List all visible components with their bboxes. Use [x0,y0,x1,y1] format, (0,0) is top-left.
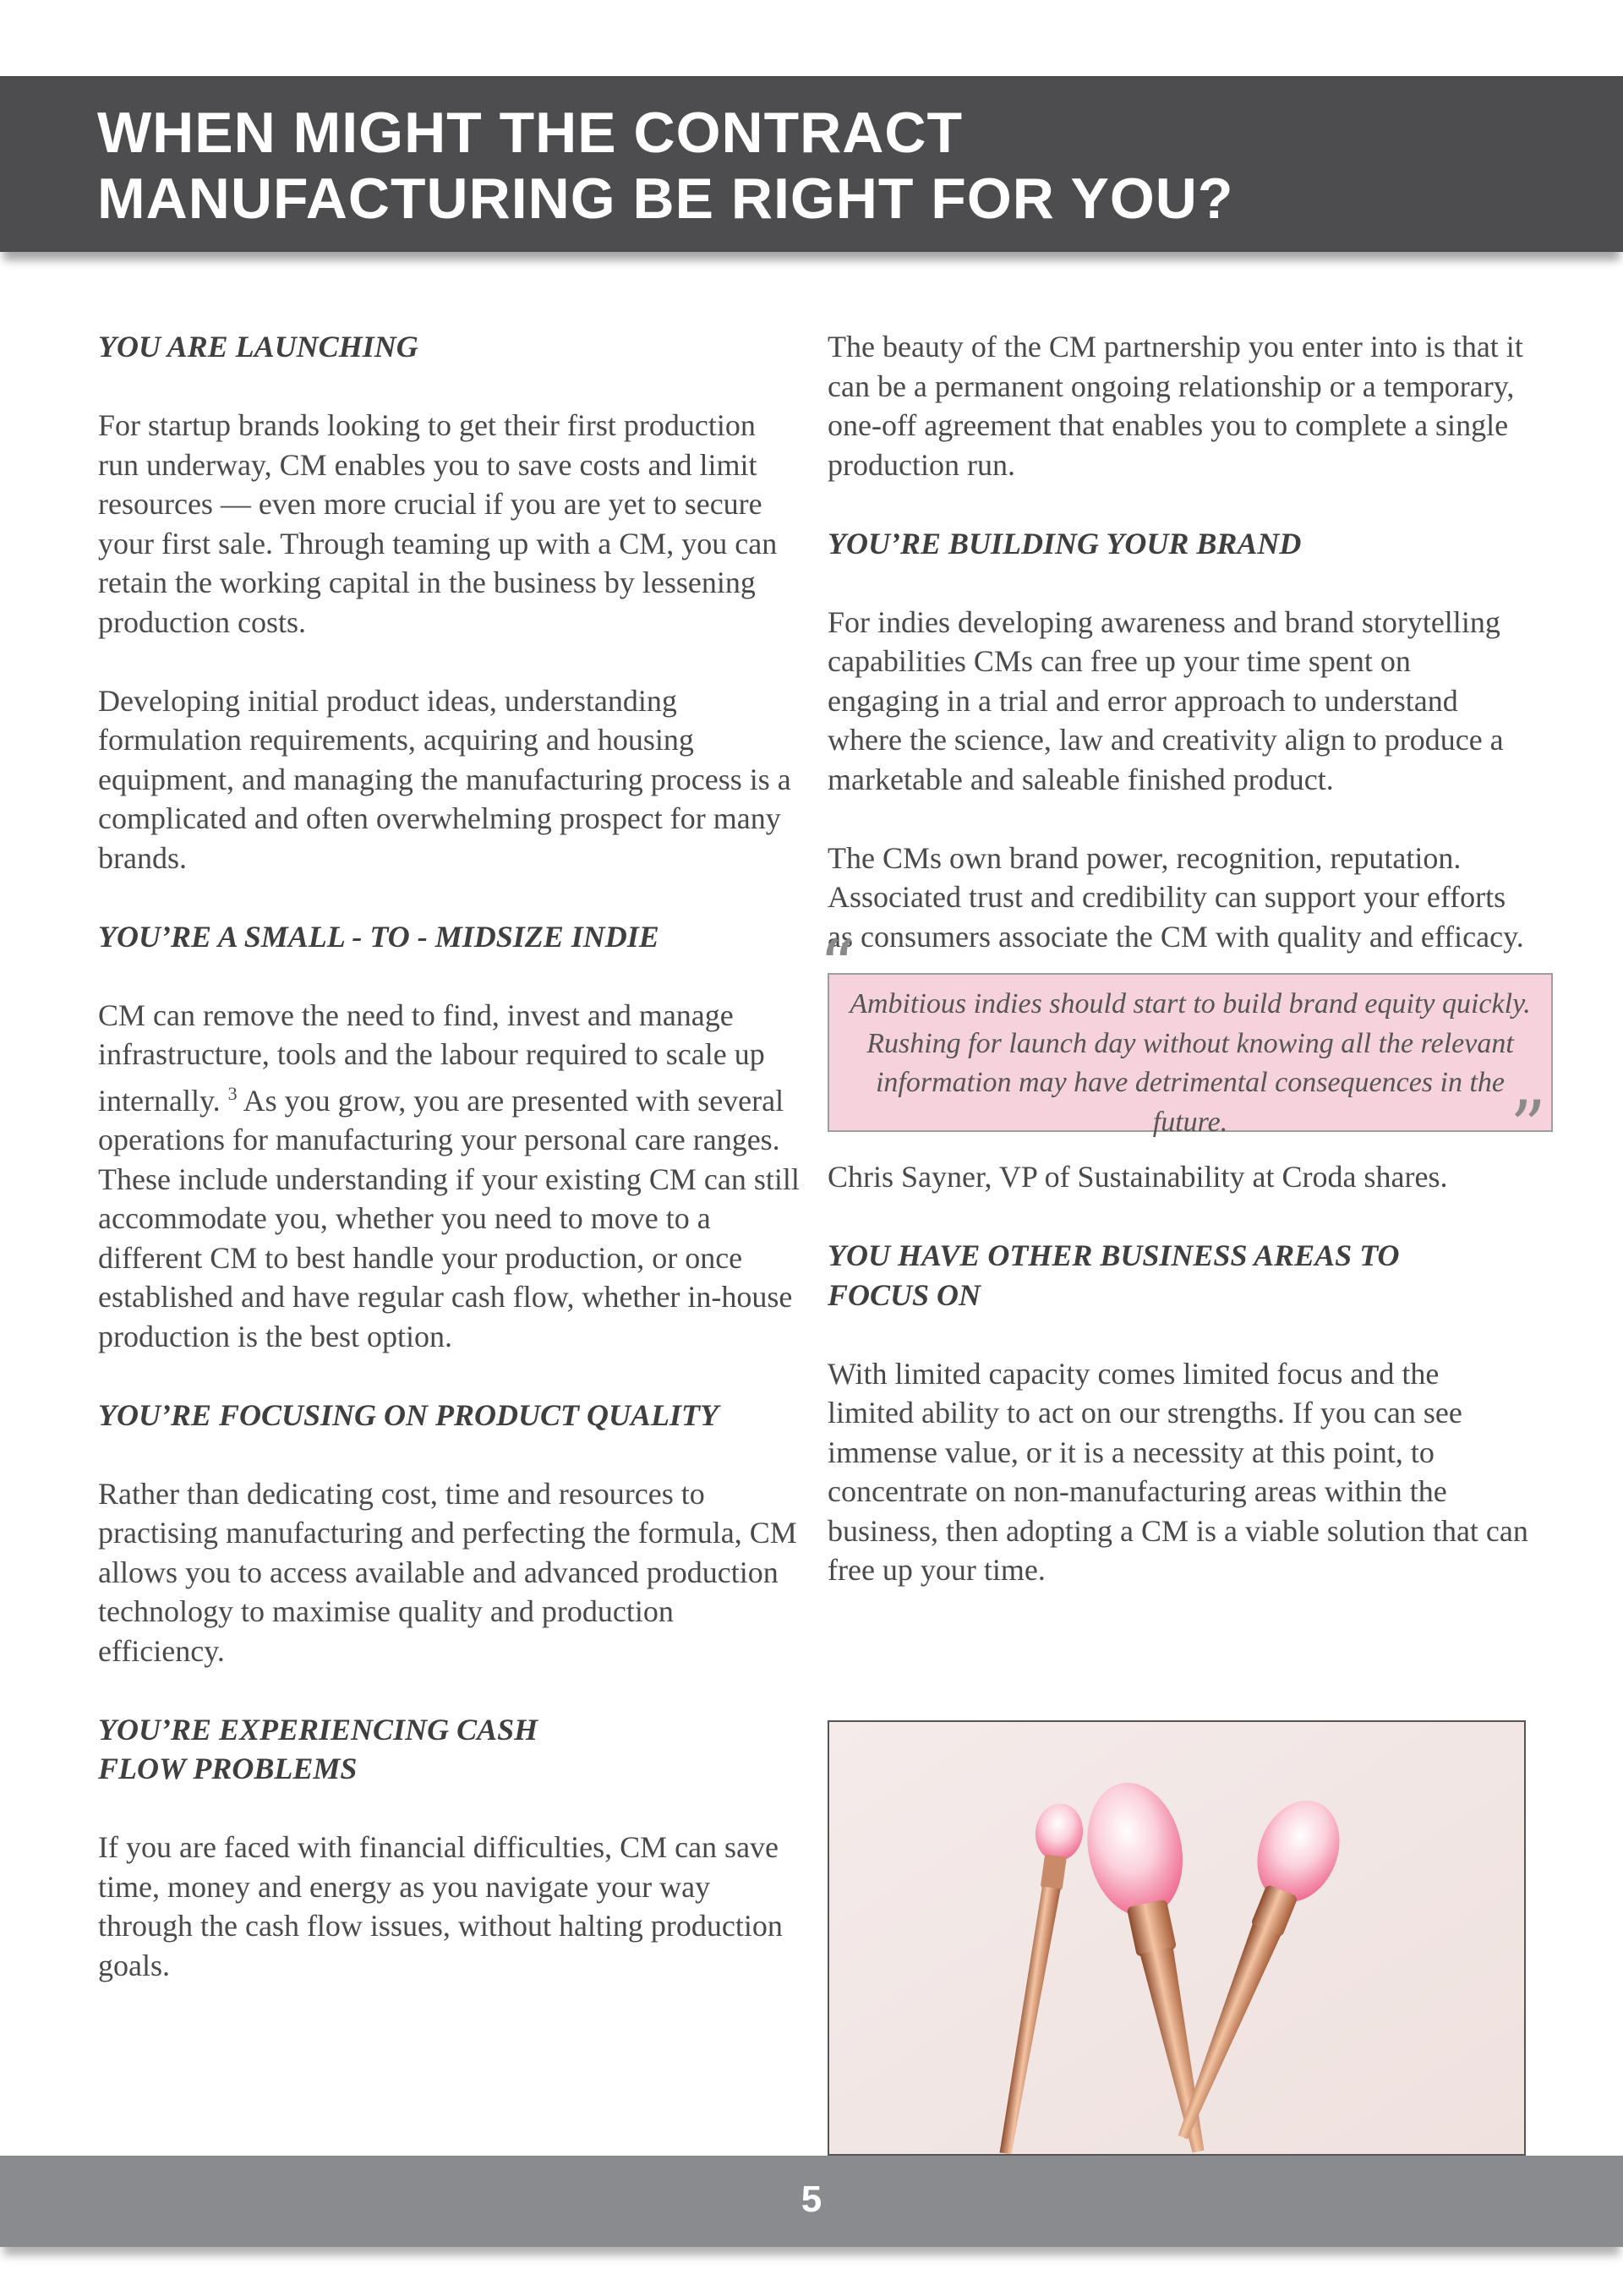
paragraph-product-quality: Rather than dedicating cost, time and resources to practising manufacturing and perfecting the formula, CM allows you to access available and advanced production technology to maximise quality and production efficiency. [98,1476,797,1668]
section-heading-cash-flow [98,1710,803,1789]
paragraph-small-indie-part-1: CM can remove the need to find, invest and manage infrastructure, tools and the labour required to scale up internally. [98,998,765,1118]
page-number: 5 [801,2178,822,2220]
paragraph-building-brand-2: The CMs own brand power, recognition, reputation. Associated trust and credibility can support your efforts as consumers associate the CM with quality and efficacy. [828,840,1524,954]
section-heading-cash-flow-line-1: YOU’RE EXPERIENCING CASH [98,1712,538,1747]
section-heading-cash-flow-line-2: FLOW PROBLEMS [98,1752,358,1785]
footnote-reference: 3 [227,1082,238,1104]
pull-quote-box [828,973,1553,1138]
paragraph-launching-2: Developing initial product ideas, understanding formulation requirements, acquiring and housing equipment, and managing the manufacturing process is a complicated and often overwhelming prospect for many brands. [98,683,791,875]
paragraph-building-brand-1: For indies developing awareness and brand storytelling capabilities CMs can free up your time spent on engaging in a trial and error approach to understand where the science, law and creativity align to produce a marketable and saleable finished product. [828,604,1504,796]
pull-quote-text: Ambitious indies should start to build brand equity quickly. Rushing for launch day without knowing all the relevant information may have detrimental consequences in the future. [850,988,1531,1138]
paragraph-cash-flow: If you are faced with financial difficulties, CM can save time, money and energy as you navigate your way through the cash flow issues, without halting production goals. [98,1830,783,1982]
page-title-line-1: WHEN MIGHT THE CONTRACT [97,101,964,165]
page-title-line-2: MANUFACTURING BE RIGHT FOR YOU? [97,167,1234,231]
section-heading-product-quality: YOU’RE FOCUSING ON PRODUCT QUALITY [98,1397,719,1432]
section-heading-other-areas-line-2: FOCUS ON [828,1277,981,1312]
paragraph-other-areas: With limited capacity comes limited focus and the limited ability to act on our strengths. If you can see immense value, or it is a necessity at this point, to concentrate on non-manufacturing areas within the business, then adopting a CM is a viable solution that can free up your time. [828,1356,1528,1587]
left-column [98,327,803,2025]
quote-attribution: Chris Sayner, VP of Sustainability at Croda shares. [828,1160,1448,1194]
open-quote-icon: “ [819,925,855,1008]
section-heading-building-brand: YOU’RE BUILDING YOUR BRAND [828,526,1302,560]
section-heading-launching: YOU ARE LAUNCHING [98,330,418,364]
pull-quote [819,925,1546,1168]
paragraph-launching-1: For startup brands looking to get their first production run underway, CM enables you to save costs and limit resources — even more crucial if you are yet to secure your first sale. Through teaming up with a CM, you can retain the working capital in the business by lessening production costs. [98,408,778,639]
paragraph-small-indie [98,996,803,1357]
paragraph-small-indie-part-2: As you grow, you are presented with several operations for manufacturing your personal care ranges. These include understanding if your existing CM can still accommodate you, whether you need to move to a different CM to best handle your production, or once established and have regular cash flow, whether in-house production is the best option. [98,1083,800,1353]
close-quote-icon: ” [1510,1085,1546,1168]
section-heading-other-areas-line-1: YOU HAVE OTHER BUSINESS AREAS TO [828,1238,1400,1272]
makeup-brushes-photo [828,1720,1526,2156]
paragraph-partnership: The beauty of the CM partnership you enter into is that it can be a permanent ongoing relationship or a temporary, one-off agreement that enables you to complete a single production run. [828,330,1523,482]
section-heading-other-areas [828,1236,1529,1315]
page-title [97,100,1233,232]
makeup-brushes-illustration [829,1722,1526,2156]
section-heading-small-indie: YOU’RE A SMALL - TO - MIDSIZE INDIE [98,919,659,954]
right-column [819,327,1546,1629]
